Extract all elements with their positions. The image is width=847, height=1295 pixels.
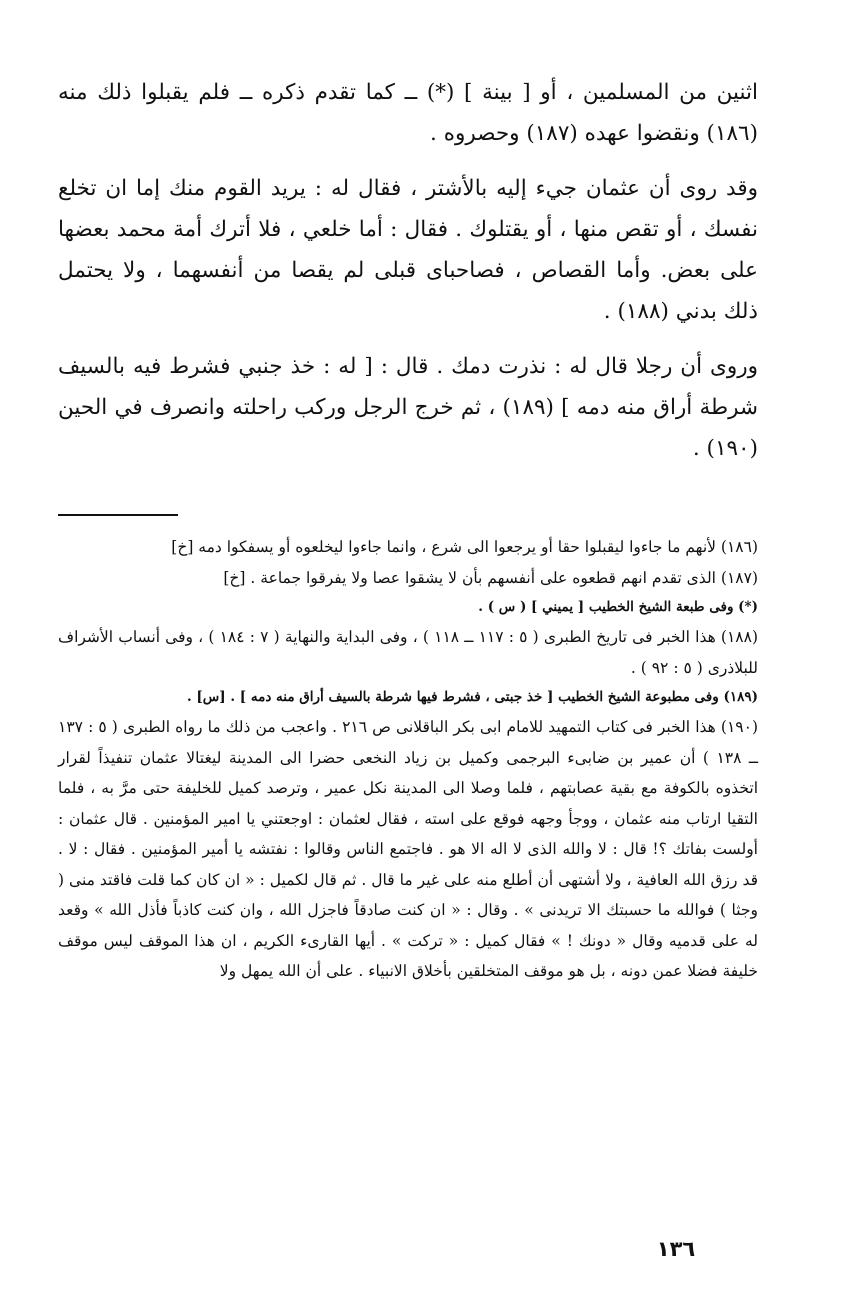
footnote-186: (١٨٦) لأنهم ما جاءوا ليقبلوا حقا أو يرجعوا الى شرع ، وانما جاءوا ليخلعوه أو يسفكوا دمه [خ]	[171, 538, 758, 556]
main-paragraph-2: وقد روى أن عثمان جيء إليه بالأشتر ، فقال له : يريد القوم منك إما ان تخلع نفسك ، أو تقص منها ، أو يقتلوك . فقال : أما خلعي ، فلا أترك أمة محمد بعضها على بعض. وأما القصاص ، فصاحباى قبلى لم يقصا من أنفسهما ، ولا يحتمل ذلك بدني (١٨٨) .	[58, 176, 758, 324]
main-paragraph-3: وروى أن رجلا قال له : نذرت دمك . قال : [ له : خذ جنبي فشرط فيه بالسيف شرطة أراق منه دمه ] (١٨٩) ، ثم خرج الرجل وركب راحلته وانصرف في الحين (١٩٠) .	[58, 354, 758, 461]
book-page	[58, 72, 759, 980]
page-number: ١٣٦	[656, 1237, 696, 1261]
footnote-187: (١٨٧) الذى تقدم انهم قطعوه على أنفسهم بأن لا يشقوا عصا ولا يفرقوا جماعة . [خ]	[223, 568, 758, 587]
footnote-188: (١٨٨) هذا الخبر فى تاريخ الطبرى ( ٥ : ١١٧ ــ ١١٨ ) ، وفى البداية والنهاية ( ٧ : ١٨٤ ) ، وفى أنساب الأشراف للبلاذرى ( ٥ : ٩٢ ) .	[58, 628, 759, 677]
footnote-190: (١٩٠) هذا الخبر فى كتاب التمهيد للامام ابى بكر الباقلانى ص ٢١٦ . واعجب من ذلك ما رواه الطبرى ( ٥ : ١٣٧ ــ ١٣٨ ) أن عمير بن ضابىء البرجمى وكميل بن زياد النخعى حضرا الى المدينة ليغتالا عثمان تنفيذاً لقرار اتخذوه بالكوفة مع بقية عصابتهم ، فلما وصلا الى المدينة نكل عمير ، وترصد كميل للخليفة حتى مرَّ به ، فلما التقيا ارتاب منه عثمان ، ووجأ وجهه فوقع على استه ، فقال لعثمان : اوجعتني يا امير المؤمنين . قال عثمان : أولست بفاتك ؟! قال : لا والله الذى لا اله الا هو . فاجتمع الناس وقالوا : نفتشه يا أمير المؤمنين . فقال : لا . قد رزق الله العافية ، ولا أشتهى أن أطلع منه على غير ما قال . ثم قال لكميل : « ان كان كما قلت فاقتد منى ( وجثا ) فوالله ما حسبتك الا تريدنى » . وقال : « ان كنت صادقاً فاجزل الله ، وان كنت كاذباً فأذل الله » وقعد له على قدميه وقال « دونك ! » فقال كميل : « تركت » . أيها القارىء الكريم ، ان هذا الموقف ليس موقف خليفة فضلا عمن دونه ، بل هو موقف المتخلقين بأخلاق الانبياء . على أن الله يمهل ولا	[58, 718, 758, 980]
footnotes-section	[58, 514, 758, 987]
footnote-asterisk: (*) وفى طبعة الشيخ الخطيب [ يميني ] ( س ) .	[478, 599, 758, 615]
footnote-189: (١٨٩) وفى مطبوعة الشيخ الخطيب [ خذ جبتى ، فشرط فيها شرطة بالسيف أراق منه دمه ] . [س] .	[187, 689, 758, 705]
main-text	[58, 72, 758, 469]
footnote-list	[58, 532, 758, 987]
main-paragraph-1: اثنين من المسلمين ، أو [ بينة ] (*) ــ كما تقدم ذكره ــ فلم يقبلوا ذلك منه (١٨٦) ونقضوا عهده (١٨٧) وحصروه .	[58, 80, 758, 146]
footnote-separator	[58, 514, 178, 516]
